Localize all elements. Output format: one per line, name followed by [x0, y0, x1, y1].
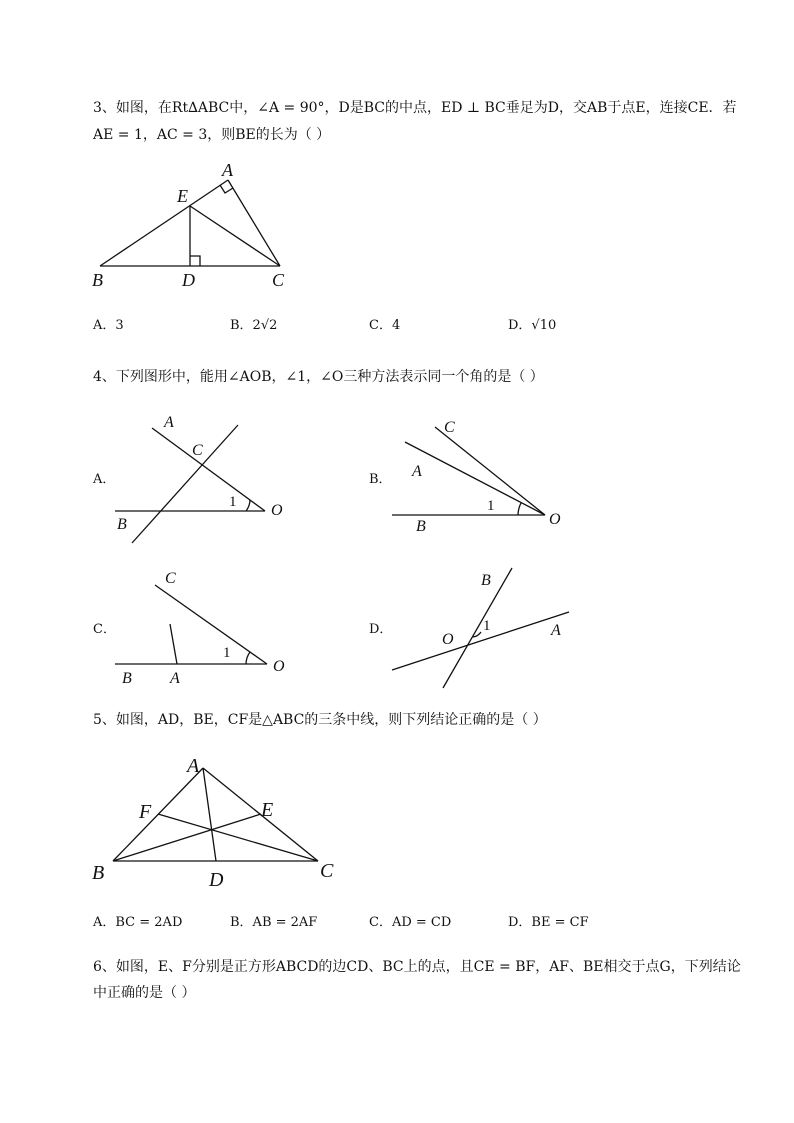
q4a-label-a: A	[164, 414, 174, 431]
q5-label-e: E	[261, 799, 274, 821]
q4b-angle-arc	[518, 503, 521, 515]
q3-option-a: A．3	[93, 318, 124, 333]
q4b-label-c: C	[444, 419, 455, 436]
q4-figure-c	[110, 565, 300, 690]
q4-option-a-label: A．	[93, 472, 116, 487]
q5-option-c: C．AD = CD	[369, 915, 452, 930]
q4d-line-ob	[443, 568, 512, 688]
q4b-label-a: A	[412, 463, 422, 480]
q6-stem-line2: 中正确的是（ ）	[93, 985, 196, 1001]
q5-figure	[85, 748, 355, 893]
q4a-label-o: O	[271, 502, 283, 519]
q4c-label-a: A	[170, 670, 180, 687]
q3-label-d: D	[182, 270, 195, 290]
q4c-label-angle1: 1	[223, 645, 231, 661]
q5-label-c: C	[320, 860, 334, 882]
q4b-label-angle1: 1	[487, 498, 495, 514]
q4-stem: 4、下列图形中，能用∠AOB，∠1，∠O三种方法表示同一个角的是（ ）	[93, 369, 544, 385]
q4a-ray-oa	[152, 428, 265, 511]
q4-figure-b	[385, 410, 585, 540]
q4b-label-b: B	[416, 518, 426, 535]
q3-segment-ba	[100, 180, 228, 266]
q4a-label-c: C	[192, 442, 203, 459]
q3-label-c: C	[272, 270, 285, 290]
q4-option-d-label: D．	[369, 622, 393, 637]
q4-option-b-label: B．	[369, 472, 392, 487]
q4-figure-d	[385, 560, 585, 695]
q3-segment-ac	[228, 180, 280, 266]
q4c-label-c: C	[165, 570, 176, 587]
q4d-line-oa	[392, 612, 569, 670]
q5-median-ad	[203, 768, 216, 861]
q5-option-d: D．BE = CF	[508, 915, 589, 930]
q6-stem-line1: 6、如图，E、F分别是正方形ABCD的边CD、BC上的点，且CE = BF，AF、BE相交于点G，下列结论	[93, 959, 741, 975]
q3-label-a: A	[222, 160, 233, 180]
q3-label-e: E	[177, 186, 188, 206]
q3-figure	[85, 158, 315, 298]
q3-stem-line1: 3、如图，在Rt∆ABC中，∠A = 90°，D是BC的中点，ED ⊥ BC垂足为D，交AB于点E，连接CE．若	[93, 100, 737, 116]
q3-option-b: B．2√2	[230, 318, 278, 333]
q4d-label-o: O	[442, 631, 454, 648]
q5-label-b: B	[92, 862, 105, 884]
q5-label-d: D	[209, 869, 224, 891]
q3-stem-line2: AE = 1，AC = 3，则BE的长为（ ）	[93, 127, 331, 143]
q4d-label-a: A	[551, 622, 561, 639]
q4b-label-o: O	[549, 511, 561, 528]
q3-option-c: C．4	[369, 318, 401, 333]
q4a-angle-arc	[246, 500, 250, 511]
q3-segment-ec	[190, 206, 280, 266]
q5-option-a: A．BC = 2AD	[93, 915, 183, 930]
q3-label-b: B	[92, 270, 103, 290]
q4d-label-b: B	[481, 572, 491, 589]
q5-label-f: F	[139, 801, 152, 823]
q4c-label-b: B	[122, 670, 132, 687]
q5-label-a: A	[187, 755, 200, 777]
q4c-angle-arc	[246, 652, 250, 664]
q5-stem: 5、如图，AD，BE，CF是△ABC的三条中线，则下列结论正确的是（ ）	[93, 712, 547, 728]
q4a-label-b: B	[117, 516, 127, 533]
q5-option-b: B．AB = 2AF	[230, 915, 318, 930]
q3-right-angle-d	[190, 256, 200, 266]
q4b-ray-oa	[405, 442, 545, 515]
q3-option-d: D．√10	[508, 318, 557, 333]
q4-option-c-label: C．	[93, 622, 116, 637]
q4-figure-a	[110, 405, 300, 550]
q4c-ray-a	[170, 624, 177, 664]
q4a-label-angle1: 1	[229, 494, 237, 510]
q4a-transversal	[132, 425, 238, 543]
q4d-label-angle1: 1	[483, 618, 491, 634]
q4c-label-o: O	[273, 658, 285, 675]
